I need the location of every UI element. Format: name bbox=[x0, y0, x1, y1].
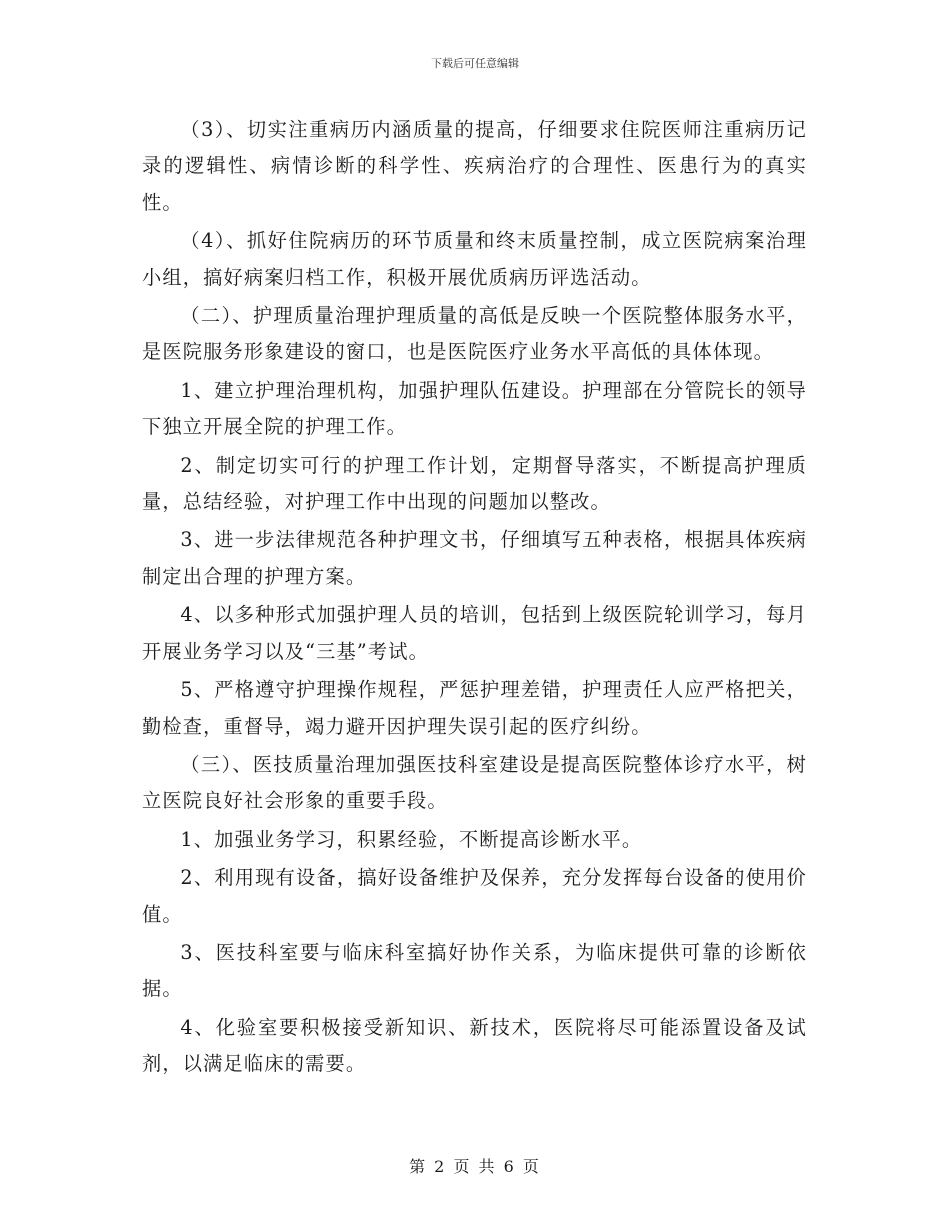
page-header: 下载后可任意编辑 bbox=[431, 57, 519, 70]
paragraph-tech-item-4: 4、化验室要积极接受新知识、新技术，医院将尽可能添置设备及试剂，以满足临床的需要。 bbox=[142, 1015, 807, 1076]
paragraph-nursing-item-4: 4、以多种形式加强护理人员的培训，包括到上级医院轮训学习，每月开展业务学习以及“三基”考试。 bbox=[142, 603, 807, 663]
document-body bbox=[142, 112, 807, 1085]
page-number-footer: 第 2 页 共 6 页 bbox=[409, 1157, 541, 1176]
paragraph-nursing-item-2: 2、制定切实可行的护理工作计划，定期督导落实，不断提高护理质量，总结经验，对护理工作中出现的问题加以整改。 bbox=[142, 453, 807, 514]
paragraph-tech-item-1: 1、加强业务学习，积累经验，不断提高诊断水平。 bbox=[180, 827, 643, 851]
paragraph-3-medical-record-quality: （3）、切实注重病历内涵质量的提高，仔细要求住院医师注重病历记录的逻辑性、病情诊断的科学性、疾病治疗的合理性、医患行为的真实性。 bbox=[142, 118, 807, 214]
paragraph-nursing-item-5: 5、严格遵守护理操作规程，严惩护理差错，护理责任人应严格把关，勤检查，重督导，竭力避开因护理失误引起的医疗纠纷。 bbox=[142, 678, 807, 738]
paragraph-nursing-quality-heading: （二）、护理质量治理护理质量的高低是反映一个医院整体服务水平，是医院服务形象建设的窗口，也是医院医疗业务水平高低的具体体现。 bbox=[142, 304, 807, 364]
paragraph-medical-tech-heading: （三）、医技质量治理加强医技科室建设是提高医院整体诊疗水平，树立医院良好社会形象的重要手段。 bbox=[142, 752, 807, 813]
paragraph-tech-item-3: 3、医技科室要与临床科室搞好协作关系，为临床提供可靠的诊断依据。 bbox=[142, 940, 807, 1001]
paragraph-4-record-control: （4）、抓好住院病历的环节质量和终末质量控制，成立医院病案治理小组，搞好病案归档工作，积极开展优质病历评选活动。 bbox=[142, 229, 807, 289]
paragraph-nursing-item-3: 3、进一步法律规范各种护理文书，仔细填写五种表格，根据具体疾病制定出合理的护理方案。 bbox=[142, 528, 807, 588]
paragraph-nursing-item-1: 1、建立护理治理机构，加强护理队伍建设。护理部在分管院长的领导下独立开展全院的护理工作。 bbox=[142, 378, 807, 439]
paragraph-tech-item-2: 2、利用现有设备，搞好设备维护及保养，充分发挥每台设备的使用价值。 bbox=[142, 866, 807, 926]
